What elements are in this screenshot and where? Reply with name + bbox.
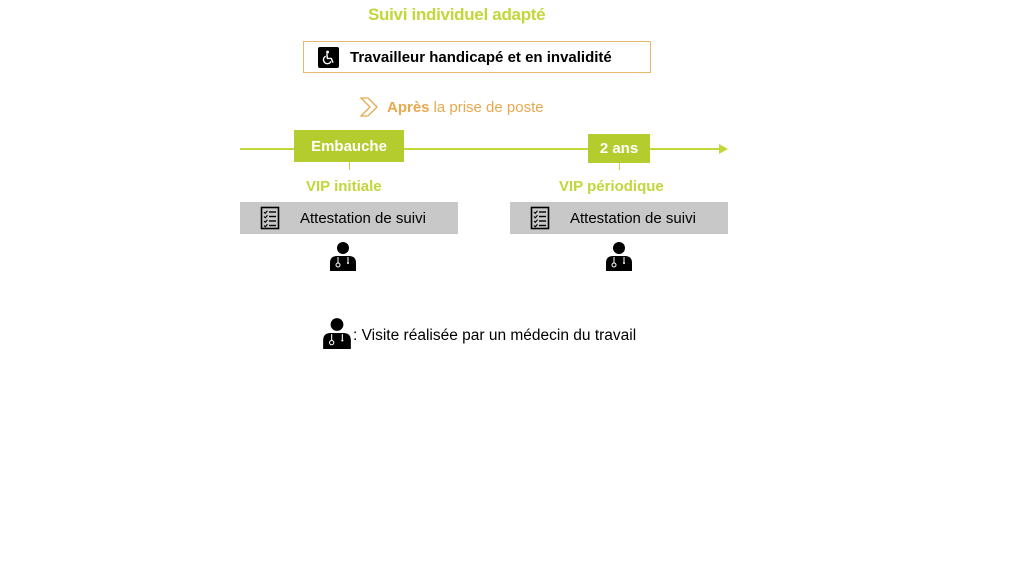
- phase-label: [358, 96, 544, 118]
- attestation-box: [240, 202, 458, 234]
- timeline-arrowhead: [719, 144, 728, 154]
- timeline-tick: [349, 162, 350, 170]
- timeline-tick: [619, 162, 620, 170]
- worker-profile-label: Travailleur handicapé et en invalidité: [350, 48, 612, 66]
- worker-profile-box: [303, 41, 651, 73]
- attestation-label: Attestation de suivi: [570, 209, 696, 227]
- chevron-right-icon: [358, 96, 380, 118]
- step-badge-embauche: Embauche: [294, 130, 404, 162]
- doctor-icon: [321, 317, 353, 349]
- doctor-icon: [328, 241, 358, 271]
- step-badge-2-ans: 2 ans: [588, 134, 650, 163]
- wheelchair-icon: [318, 47, 339, 68]
- visit-label-periodic: VIP périodique: [559, 178, 664, 195]
- page-title: Suivi individuel adapté: [368, 5, 546, 24]
- visit-label-initial: VIP initiale: [306, 178, 382, 195]
- attestation-label: Attestation de suivi: [300, 209, 426, 227]
- checklist-icon: [530, 206, 550, 230]
- checklist-icon: [260, 206, 280, 230]
- attestation-box: [510, 202, 728, 234]
- phase-label-bold: Après: [387, 98, 430, 116]
- legend-text: : Visite réalisée par un médecin du travail: [353, 327, 637, 344]
- phase-label-text: la prise de poste: [433, 98, 544, 116]
- doctor-icon: [604, 241, 634, 271]
